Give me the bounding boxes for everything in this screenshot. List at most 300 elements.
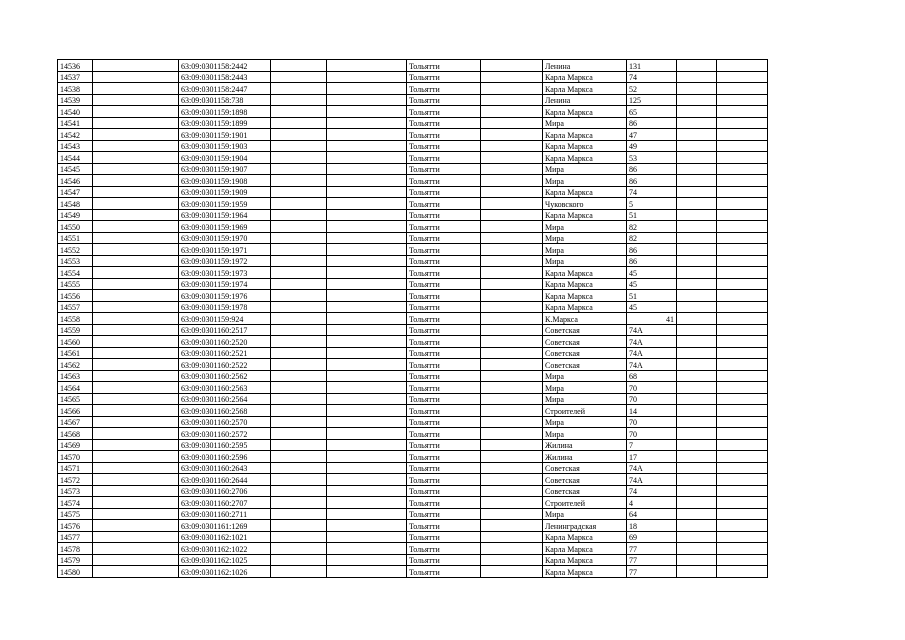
empty-cell-j [677, 347, 717, 359]
empty-cell-g [481, 152, 543, 164]
empty-cell-g [481, 129, 543, 141]
row-number-cell: 14552 [58, 244, 93, 256]
street-cell: Жилина [543, 451, 627, 463]
empty-cell-j [677, 163, 717, 175]
row-number-cell: 14541 [58, 117, 93, 129]
row-number-cell: 14544 [58, 152, 93, 164]
empty-cell-g [481, 140, 543, 152]
table-row [58, 301, 768, 313]
empty-cell-k [717, 347, 768, 359]
house-number-cell: 51 [627, 290, 677, 302]
data-table [57, 59, 768, 578]
empty-cell-b [93, 267, 179, 279]
city-cell: Тольятти [407, 405, 481, 417]
cadastral-number-cell: 63:09:0301159:1973 [179, 267, 271, 279]
house-number-cell: 4 [627, 497, 677, 509]
street-cell: Карла Маркса [543, 543, 627, 555]
house-number-cell: 74А [627, 347, 677, 359]
empty-cell-b [93, 278, 179, 290]
empty-cell-d [271, 140, 327, 152]
street-cell: Карла Маркса [543, 278, 627, 290]
row-number-cell: 14555 [58, 278, 93, 290]
table-row [58, 198, 768, 210]
house-number-cell: 74А [627, 336, 677, 348]
empty-cell-b [93, 393, 179, 405]
row-number-cell: 14564 [58, 382, 93, 394]
empty-cell-k [717, 175, 768, 187]
cadastral-number-cell: 63:09:0301158:2442 [179, 60, 271, 72]
city-cell: Тольятти [407, 152, 481, 164]
city-cell: Тольятти [407, 221, 481, 233]
cadastral-number-cell: 63:09:0301160:2568 [179, 405, 271, 417]
empty-cell-g [481, 301, 543, 313]
house-number-cell: 70 [627, 382, 677, 394]
city-cell: Тольятти [407, 324, 481, 336]
street-cell: Советская [543, 474, 627, 486]
cadastral-number-cell: 63:09:0301160:2595 [179, 439, 271, 451]
house-number-cell: 65 [627, 106, 677, 118]
empty-cell-k [717, 267, 768, 279]
empty-cell-j [677, 140, 717, 152]
empty-cell-b [93, 416, 179, 428]
cadastral-number-cell: 63:09:0301158:2443 [179, 71, 271, 83]
cadastral-number-cell: 63:09:0301160:2570 [179, 416, 271, 428]
table-row [58, 313, 768, 325]
city-cell: Тольятти [407, 428, 481, 440]
empty-cell-g [481, 520, 543, 532]
row-number-cell: 14536 [58, 60, 93, 72]
empty-cell-k [717, 117, 768, 129]
house-number-cell: 47 [627, 129, 677, 141]
empty-cell-j [677, 278, 717, 290]
empty-cell-d [271, 324, 327, 336]
row-number-cell: 14559 [58, 324, 93, 336]
street-cell: Мира [543, 370, 627, 382]
table-row [58, 267, 768, 279]
empty-cell-e [327, 439, 407, 451]
empty-cell-b [93, 485, 179, 497]
house-number-cell: 17 [627, 451, 677, 463]
house-number-cell: 125 [627, 94, 677, 106]
cadastral-number-cell: 63:09:0301160:2644 [179, 474, 271, 486]
row-number-cell: 14537 [58, 71, 93, 83]
table-row [58, 94, 768, 106]
cadastral-number-cell: 63:09:0301162:1021 [179, 531, 271, 543]
table-row [58, 140, 768, 152]
empty-cell-e [327, 60, 407, 72]
table-row [58, 451, 768, 463]
empty-cell-d [271, 462, 327, 474]
empty-cell-d [271, 198, 327, 210]
empty-cell-g [481, 474, 543, 486]
row-number-cell: 14565 [58, 393, 93, 405]
empty-cell-d [271, 439, 327, 451]
cadastral-number-cell: 63:09:0301162:1026 [179, 566, 271, 578]
empty-cell-d [271, 221, 327, 233]
empty-cell-j [677, 267, 717, 279]
city-cell: Тольятти [407, 290, 481, 302]
empty-cell-e [327, 451, 407, 463]
empty-cell-g [481, 554, 543, 566]
empty-cell-k [717, 543, 768, 555]
empty-cell-j [677, 129, 717, 141]
empty-cell-g [481, 497, 543, 509]
empty-cell-k [717, 336, 768, 348]
empty-cell-e [327, 198, 407, 210]
street-cell: Чуковского [543, 198, 627, 210]
empty-cell-d [271, 520, 327, 532]
empty-cell-k [717, 255, 768, 267]
city-cell: Тольятти [407, 474, 481, 486]
cadastral-number-cell: 63:09:0301159:1903 [179, 140, 271, 152]
empty-cell-e [327, 566, 407, 578]
empty-cell-d [271, 359, 327, 371]
row-number-cell: 14545 [58, 163, 93, 175]
empty-cell-j [677, 370, 717, 382]
empty-cell-k [717, 94, 768, 106]
street-cell: Советская [543, 324, 627, 336]
empty-cell-k [717, 60, 768, 72]
empty-cell-k [717, 232, 768, 244]
table-row [58, 508, 768, 520]
cadastral-number-cell: 63:09:0301161:1269 [179, 520, 271, 532]
empty-cell-d [271, 531, 327, 543]
empty-cell-d [271, 83, 327, 95]
empty-cell-d [271, 290, 327, 302]
house-number-cell: 51 [627, 209, 677, 221]
empty-cell-b [93, 106, 179, 118]
table-body [58, 60, 768, 578]
row-number-cell: 14569 [58, 439, 93, 451]
row-number-cell: 14574 [58, 497, 93, 509]
empty-cell-g [481, 313, 543, 325]
empty-cell-g [481, 290, 543, 302]
cadastral-number-cell: 63:09:0301159:1971 [179, 244, 271, 256]
table-row [58, 416, 768, 428]
cadastral-number-cell: 63:09:0301159:1974 [179, 278, 271, 290]
empty-cell-e [327, 140, 407, 152]
empty-cell-g [481, 83, 543, 95]
cadastral-number-cell: 63:09:0301159:1907 [179, 163, 271, 175]
empty-cell-g [481, 416, 543, 428]
street-cell: Советская [543, 336, 627, 348]
cadastral-number-cell: 63:09:0301160:2711 [179, 508, 271, 520]
empty-cell-d [271, 186, 327, 198]
empty-cell-k [717, 405, 768, 417]
empty-cell-k [717, 221, 768, 233]
street-cell: Карла Маркса [543, 186, 627, 198]
row-number-cell: 14573 [58, 485, 93, 497]
empty-cell-d [271, 129, 327, 141]
empty-cell-d [271, 393, 327, 405]
row-number-cell: 14568 [58, 428, 93, 440]
cadastral-number-cell: 63:09:0301158:2447 [179, 83, 271, 95]
empty-cell-e [327, 83, 407, 95]
street-cell: Мира [543, 508, 627, 520]
street-cell: Мира [543, 221, 627, 233]
empty-cell-b [93, 209, 179, 221]
empty-cell-k [717, 198, 768, 210]
empty-cell-e [327, 117, 407, 129]
empty-cell-b [93, 140, 179, 152]
empty-cell-e [327, 405, 407, 417]
city-cell: Тольятти [407, 175, 481, 187]
empty-cell-j [677, 221, 717, 233]
empty-cell-g [481, 451, 543, 463]
empty-cell-e [327, 382, 407, 394]
street-cell: Карла Маркса [543, 301, 627, 313]
empty-cell-d [271, 474, 327, 486]
row-number-cell: 14570 [58, 451, 93, 463]
empty-cell-g [481, 566, 543, 578]
city-cell: Тольятти [407, 209, 481, 221]
house-number-cell: 74А [627, 462, 677, 474]
house-number-cell: 45 [627, 278, 677, 290]
empty-cell-j [677, 198, 717, 210]
empty-cell-d [271, 451, 327, 463]
empty-cell-b [93, 324, 179, 336]
table-row [58, 117, 768, 129]
city-cell: Тольятти [407, 186, 481, 198]
row-number-cell: 14560 [58, 336, 93, 348]
street-cell: Мира [543, 416, 627, 428]
empty-cell-k [717, 520, 768, 532]
house-number-cell: 14 [627, 405, 677, 417]
city-cell: Тольятти [407, 359, 481, 371]
empty-cell-b [93, 71, 179, 83]
house-number-cell: 52 [627, 83, 677, 95]
row-number-cell: 14557 [58, 301, 93, 313]
empty-cell-b [93, 497, 179, 509]
row-number-cell: 14577 [58, 531, 93, 543]
street-cell: К.Маркса [543, 313, 627, 325]
empty-cell-b [93, 232, 179, 244]
city-cell: Тольятти [407, 416, 481, 428]
table-row [58, 485, 768, 497]
empty-cell-e [327, 520, 407, 532]
city-cell: Тольятти [407, 301, 481, 313]
empty-cell-e [327, 175, 407, 187]
empty-cell-j [677, 106, 717, 118]
house-number-cell: 69 [627, 531, 677, 543]
row-number-cell: 14551 [58, 232, 93, 244]
street-cell: Советская [543, 347, 627, 359]
table-row [58, 531, 768, 543]
empty-cell-k [717, 278, 768, 290]
empty-cell-g [481, 324, 543, 336]
cadastral-number-cell: 63:09:0301162:1025 [179, 554, 271, 566]
house-number-cell: 77 [627, 554, 677, 566]
empty-cell-d [271, 209, 327, 221]
cadastral-number-cell: 63:09:0301160:2643 [179, 462, 271, 474]
empty-cell-k [717, 83, 768, 95]
empty-cell-e [327, 485, 407, 497]
row-number-cell: 14538 [58, 83, 93, 95]
street-cell: Ленина [543, 94, 627, 106]
row-number-cell: 14561 [58, 347, 93, 359]
empty-cell-d [271, 244, 327, 256]
row-number-cell: 14572 [58, 474, 93, 486]
empty-cell-e [327, 106, 407, 118]
empty-cell-e [327, 301, 407, 313]
empty-cell-j [677, 83, 717, 95]
city-cell: Тольятти [407, 140, 481, 152]
house-number-cell: 45 [627, 301, 677, 313]
empty-cell-e [327, 209, 407, 221]
row-number-cell: 14556 [58, 290, 93, 302]
empty-cell-g [481, 462, 543, 474]
empty-cell-g [481, 393, 543, 405]
street-cell: Мира [543, 255, 627, 267]
empty-cell-k [717, 106, 768, 118]
house-number-cell: 86 [627, 244, 677, 256]
city-cell: Тольятти [407, 129, 481, 141]
empty-cell-d [271, 163, 327, 175]
house-number-cell: 86 [627, 117, 677, 129]
empty-cell-d [271, 554, 327, 566]
street-cell: Ленина [543, 60, 627, 72]
empty-cell-k [717, 485, 768, 497]
house-number-cell: 86 [627, 175, 677, 187]
empty-cell-d [271, 508, 327, 520]
row-number-cell: 14550 [58, 221, 93, 233]
empty-cell-j [677, 255, 717, 267]
row-number-cell: 14546 [58, 175, 93, 187]
cadastral-number-cell: 63:09:0301159:1901 [179, 129, 271, 141]
empty-cell-d [271, 313, 327, 325]
row-number-cell: 14578 [58, 543, 93, 555]
row-number-cell: 14579 [58, 554, 93, 566]
empty-cell-j [677, 359, 717, 371]
empty-cell-b [93, 152, 179, 164]
empty-cell-d [271, 382, 327, 394]
empty-cell-d [271, 405, 327, 417]
empty-cell-g [481, 370, 543, 382]
empty-cell-e [327, 416, 407, 428]
empty-cell-b [93, 198, 179, 210]
cadastral-number-cell: 63:09:0301159:1972 [179, 255, 271, 267]
table-row [58, 60, 768, 72]
empty-cell-e [327, 508, 407, 520]
empty-cell-d [271, 301, 327, 313]
row-number-cell: 14554 [58, 267, 93, 279]
house-number-cell: 74 [627, 186, 677, 198]
house-number-cell: 74 [627, 485, 677, 497]
city-cell: Тольятти [407, 554, 481, 566]
empty-cell-j [677, 382, 717, 394]
empty-cell-b [93, 566, 179, 578]
empty-cell-b [93, 508, 179, 520]
table-row [58, 347, 768, 359]
empty-cell-e [327, 186, 407, 198]
row-number-cell: 14563 [58, 370, 93, 382]
street-cell: Карла Маркса [543, 554, 627, 566]
empty-cell-e [327, 290, 407, 302]
empty-cell-e [327, 152, 407, 164]
empty-cell-k [717, 451, 768, 463]
city-cell: Тольятти [407, 267, 481, 279]
city-cell: Тольятти [407, 451, 481, 463]
empty-cell-b [93, 186, 179, 198]
empty-cell-b [93, 336, 179, 348]
city-cell: Тольятти [407, 393, 481, 405]
empty-cell-k [717, 71, 768, 83]
empty-cell-j [677, 94, 717, 106]
empty-cell-b [93, 60, 179, 72]
house-number-cell: 74 [627, 71, 677, 83]
street-cell: Мира [543, 175, 627, 187]
row-number-cell: 14540 [58, 106, 93, 118]
empty-cell-d [271, 60, 327, 72]
empty-cell-e [327, 370, 407, 382]
city-cell: Тольятти [407, 370, 481, 382]
empty-cell-j [677, 520, 717, 532]
empty-cell-g [481, 267, 543, 279]
cadastral-number-cell: 63:09:0301159:1970 [179, 232, 271, 244]
street-cell: Советская [543, 485, 627, 497]
city-cell: Тольятти [407, 508, 481, 520]
empty-cell-k [717, 566, 768, 578]
empty-cell-d [271, 497, 327, 509]
city-cell: Тольятти [407, 117, 481, 129]
house-number-cell: 74А [627, 474, 677, 486]
empty-cell-g [481, 163, 543, 175]
city-cell: Тольятти [407, 347, 481, 359]
house-number-cell: 74А [627, 324, 677, 336]
empty-cell-j [677, 301, 717, 313]
empty-cell-k [717, 359, 768, 371]
empty-cell-e [327, 278, 407, 290]
cadastral-number-cell: 63:09:0301160:2522 [179, 359, 271, 371]
table-row [58, 359, 768, 371]
city-cell: Тольятти [407, 60, 481, 72]
empty-cell-g [481, 106, 543, 118]
empty-cell-j [677, 71, 717, 83]
house-number-cell: 45 [627, 267, 677, 279]
empty-cell-e [327, 244, 407, 256]
city-cell: Тольятти [407, 439, 481, 451]
row-number-cell: 14539 [58, 94, 93, 106]
empty-cell-e [327, 359, 407, 371]
empty-cell-g [481, 359, 543, 371]
city-cell: Тольятти [407, 462, 481, 474]
house-number-cell: 82 [627, 221, 677, 233]
cadastral-number-cell: 63:09:0301160:2707 [179, 497, 271, 509]
table-row [58, 405, 768, 417]
empty-cell-e [327, 221, 407, 233]
empty-cell-k [717, 290, 768, 302]
city-cell: Тольятти [407, 83, 481, 95]
empty-cell-k [717, 382, 768, 394]
city-cell: Тольятти [407, 232, 481, 244]
empty-cell-j [677, 405, 717, 417]
empty-cell-j [677, 336, 717, 348]
empty-cell-g [481, 221, 543, 233]
street-cell: Мира [543, 428, 627, 440]
table-row [58, 543, 768, 555]
row-number-cell: 14567 [58, 416, 93, 428]
empty-cell-b [93, 313, 179, 325]
empty-cell-e [327, 71, 407, 83]
table-row [58, 71, 768, 83]
empty-cell-b [93, 359, 179, 371]
empty-cell-g [481, 175, 543, 187]
empty-cell-d [271, 428, 327, 440]
empty-cell-g [481, 117, 543, 129]
street-cell: Мира [543, 244, 627, 256]
empty-cell-b [93, 221, 179, 233]
city-cell: Тольятти [407, 244, 481, 256]
